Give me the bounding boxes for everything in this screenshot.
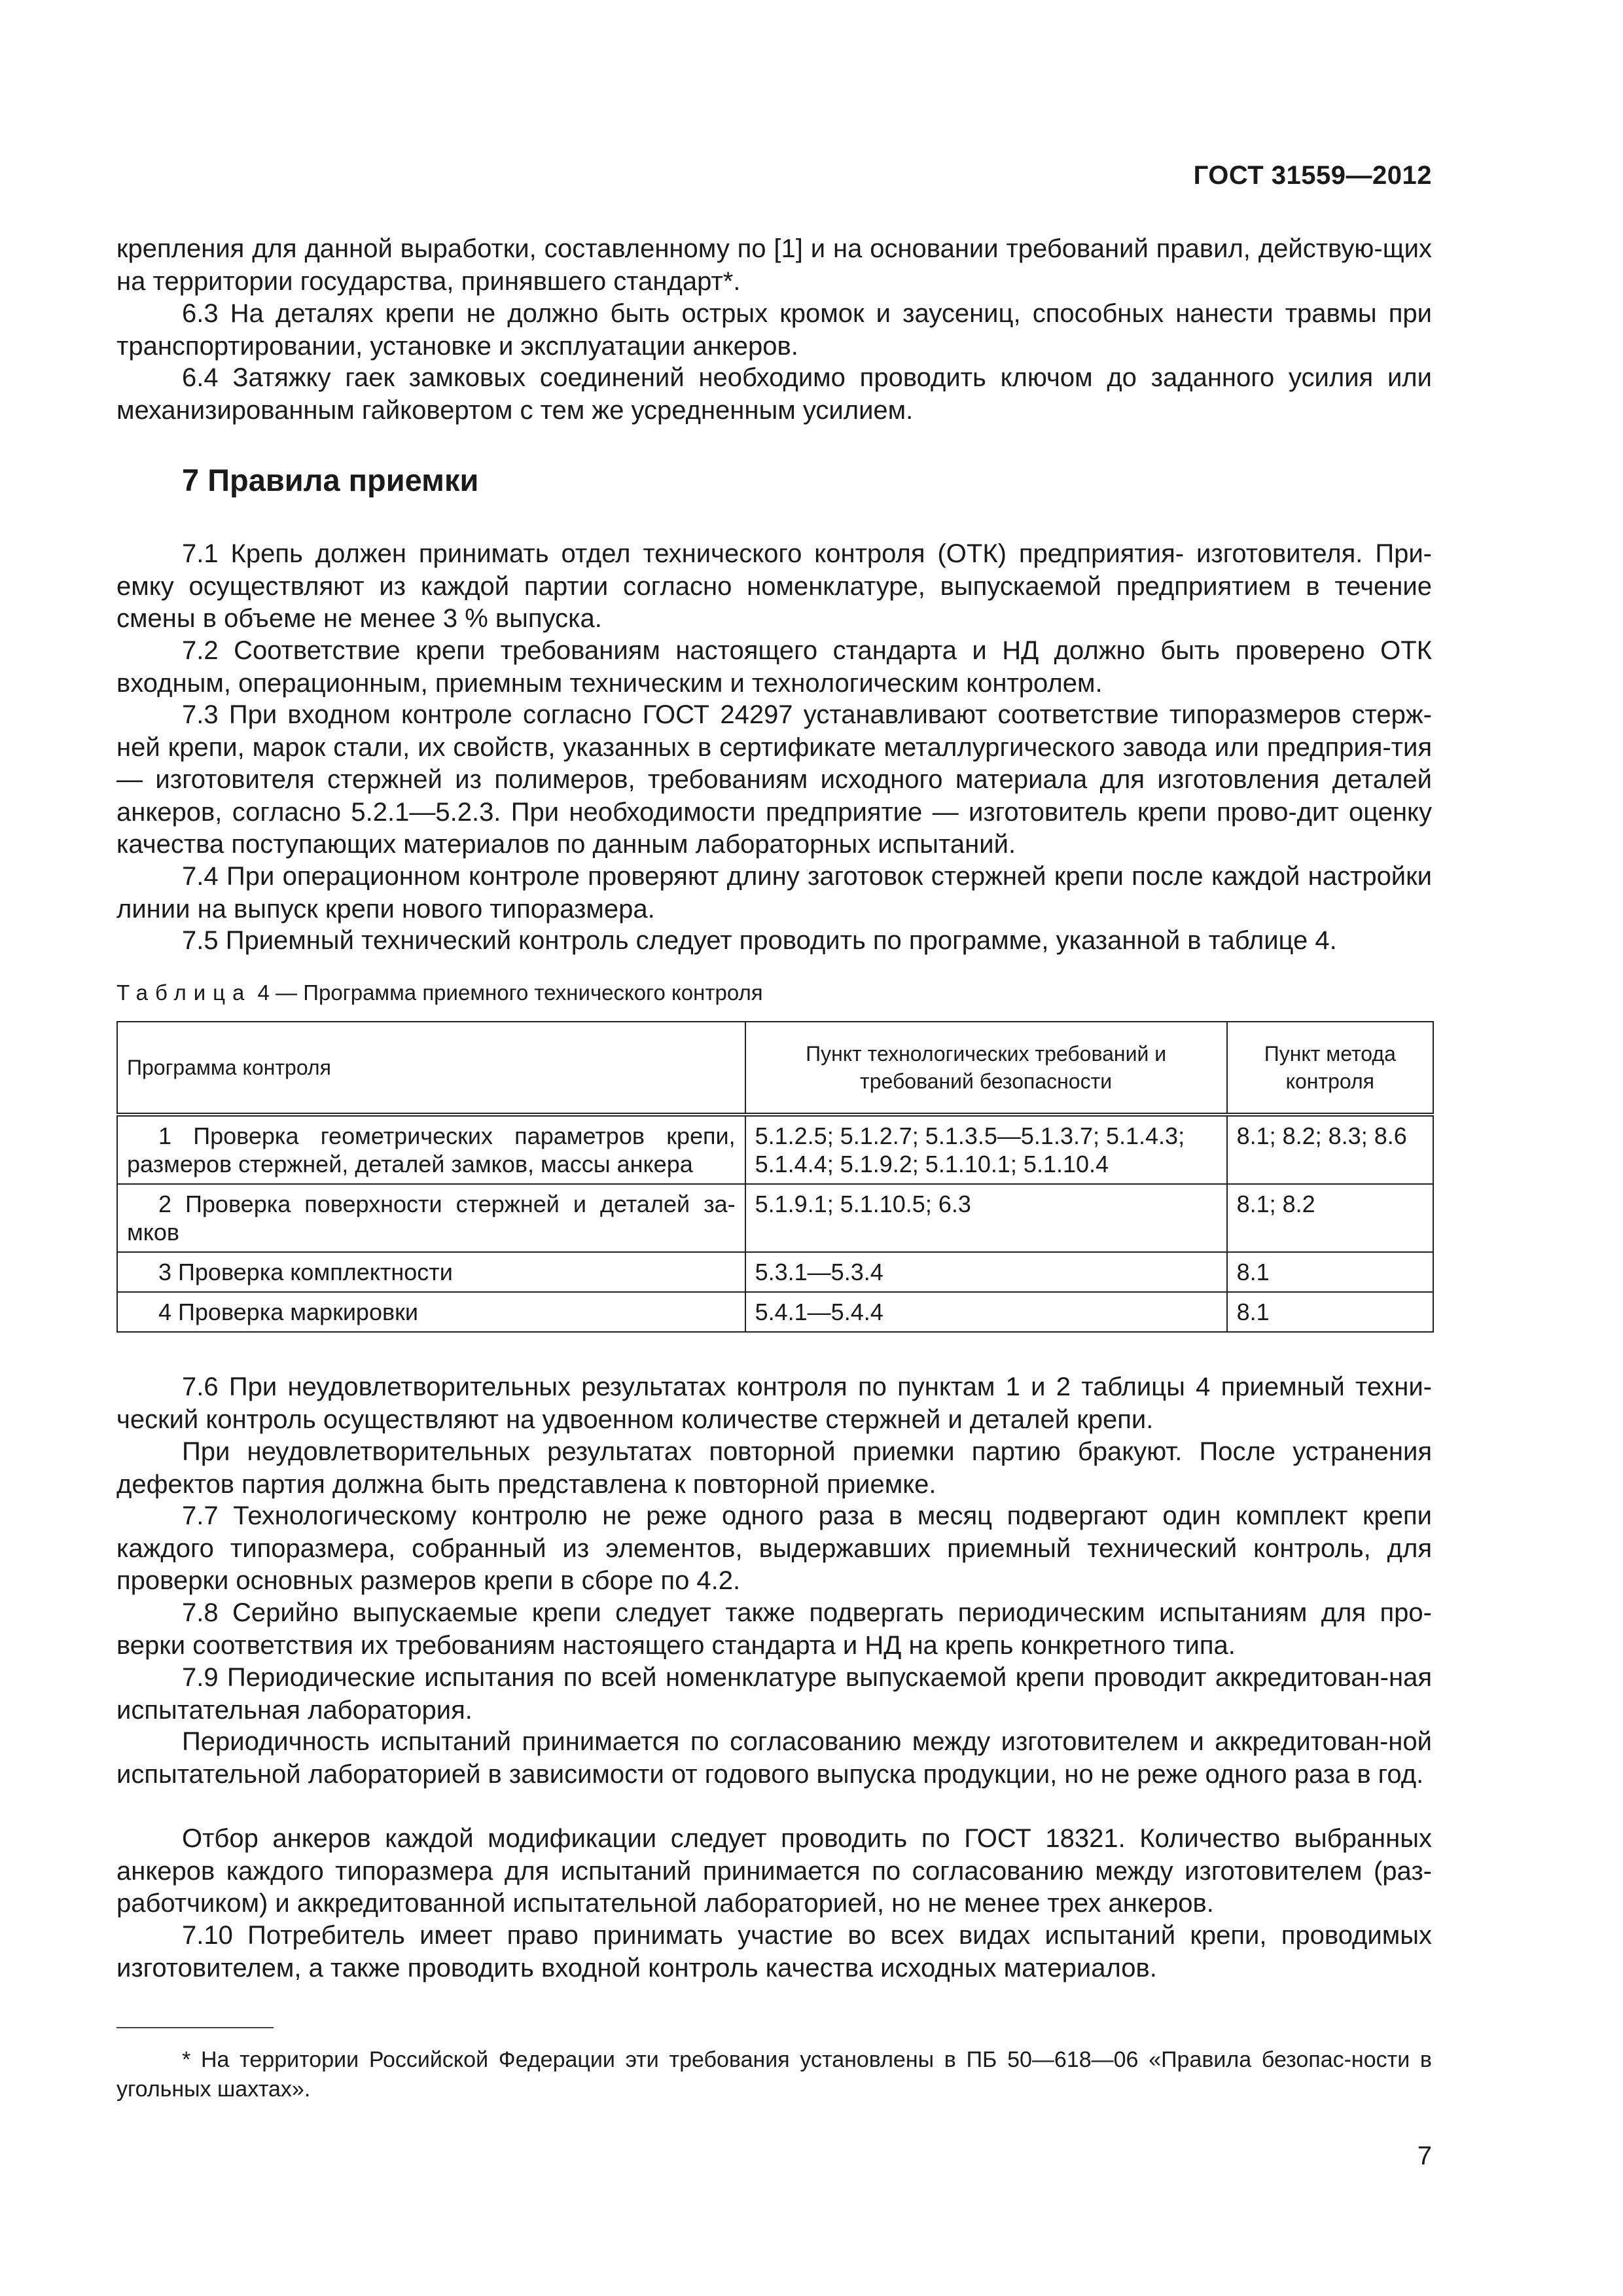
clause-7-6: 7.6 При неудовлетворительных результатах контроля по пунктам 1 и 2 таблицы 4 приемный техни-ческий контроль осуществляют на удвоенном количестве стержней и деталей крепи. (116, 1372, 1432, 1434)
table-row (117, 1184, 1433, 1252)
page-number: 7 (1417, 2142, 1432, 2170)
clause-6-3: 6.3 На деталях крепи не должно быть острых кромок и заусениц, способных нанести травмы при транспортировании, установке и эксплуатации анкеров. (116, 299, 1432, 361)
clause-7-8: 7.8 Серийно выпускаемые крепи следует также подвергать периодическим испытаниям для про-верки соответствия их требованиям настоящего стандарта и НД на крепь конкретного типа. (116, 1598, 1432, 1660)
paragraph-continuation: крепления для данной выработки, составленному по [1] и на основании требований правил, действую-щих на территории государства, принявшего стандарт*. (116, 234, 1432, 296)
footnote-divider (116, 2027, 274, 2028)
header-method: Пункт метода контроля (1227, 1022, 1433, 1115)
footnote: * На территории Российской Федерации эти требования установлены в ПБ 50—618—06 «Правила безопас-ности в угольных шахтах». (116, 2047, 1432, 2102)
table-caption (116, 980, 763, 1005)
control-program-table (116, 1021, 1434, 1333)
clause-7-10: 7.10 Потребитель имеет право принимать участие во всех видах испытаний крепи, проводимых изготовителем, а также проводить входной контроль качества исходных материалов. (116, 1921, 1432, 1982)
clause-7-7: 7.7 Технологическому контролю не реже одного раза в месяц подвергают один комплект крепи каждого типоразмера, собранный из элементов, выдержавших приемный технический контроль, для проверки основных размеров крепи в сборе по 4.2. (116, 1501, 1432, 1595)
clause-7-3: 7.3 При входном контроле согласно ГОСТ 24297 устанавливают соответствие типоразмеров стерж-ней крепи, марок стали, их свойств, указанных в сертификате металлургического завода или предприя-тия — изготовителя стержней из полимеров, требованиям исходного материала для изготовления деталей анкеров, согласно 5.2.1—5.2.3. При необходимости предприятие — изготовитель крепи прово-дит оценку качества поступающих материалов по данным лабораторных испытаний. (116, 700, 1432, 859)
cell-method: 8.1; 8.2 (1227, 1184, 1433, 1252)
cell-program: 1 Проверка геометрических параметров крепи, размеров стержней, деталей замков, массы анкера (117, 1115, 745, 1184)
cell-requirements: 5.4.1—5.4.4 (745, 1292, 1227, 1332)
table-caption-word: Таблица (116, 980, 252, 1005)
cell-requirements: 5.1.9.1; 5.1.10.5; 6.3 (745, 1184, 1227, 1252)
clause-6-4: 6.4 Затяжку гаек замковых соединений необходимо проводить ключом до заданного усилия или механизированным гайковертом с тем же усредненным усилием. (116, 363, 1432, 425)
table-row (117, 1292, 1433, 1332)
clause-7-4: 7.4 При операционном контроле проверяют длину заготовок стержней крепи после каждой настройки линии на выпуск крепи нового типоразмера. (116, 862, 1432, 924)
cell-requirements: 5.3.1—5.3.4 (745, 1252, 1227, 1292)
document-code: ГОСТ 31559—2012 (1193, 161, 1432, 190)
header-program: Программа контроля (117, 1022, 745, 1115)
clause-7-9: 7.9 Периодические испытания по всей номенклатуре выпускаемой крепи проводит аккредитован-ная испытательная лаборатория. (116, 1663, 1432, 1725)
clause-7-9-periodicity: Периодичность испытаний принимается по согласованию между изготовителем и аккредитован-ной испытательной лабораторией в зависимости от годового выпуска продукции, но не реже одного раза в год. (116, 1727, 1432, 1789)
clause-7-9-sampling: Отбор анкеров каждой модификации следует проводить по ГОСТ 18321. Количество выбранных анкеров каждого типоразмера для испытаний принимается по согласованию между изготовителем (раз-работчиком) и аккредитованной испытательной лабораторией, но не менее трех анкеров. (116, 1824, 1432, 1918)
clause-7-6-repeat: При неудовлетворительных результатах повторной приемки партию бракуют. После устранения дефектов партия должна быть представлена к повторной приемке. (116, 1437, 1432, 1499)
cell-method: 8.1 (1227, 1252, 1433, 1292)
clause-7-1: 7.1 Крепь должен принимать отдел технического контроля (ОТК) предприятия- изготовителя. При-емку осуществляют из каждой партии согласно номенклатуре, выпускаемой предприятием в течение смены в объеме не менее 3 % выпуска. (116, 539, 1432, 633)
clause-7-5: 7.5 Приемный технический контроль следует проводить по программе, указанной в таблице 4. (182, 926, 1337, 955)
table-row (117, 1115, 1433, 1184)
section-title: 7 Правила приемки (182, 463, 479, 497)
cell-method: 8.1; 8.2; 8.3; 8.6 (1227, 1115, 1433, 1184)
table-header-row (117, 1022, 1433, 1115)
header-requirements: Пункт технологических требований и требований безопасности (745, 1022, 1227, 1115)
cell-program: 4 Проверка маркировки (117, 1292, 745, 1332)
table-caption-title: 4 — Программа приемного технического контроля (251, 980, 763, 1005)
clause-7-2: 7.2 Соответствие крепи требованиям настоящего стандарта и НД должно быть проверено ОТК входным, операционным, приемным техническим и технологическим контролем. (116, 636, 1432, 698)
cell-method: 8.1 (1227, 1292, 1433, 1332)
table-row (117, 1252, 1433, 1292)
cell-program: 2 Проверка поверхности стержней и деталей за-мков (117, 1184, 745, 1252)
cell-program: 3 Проверка комплектности (117, 1252, 745, 1292)
cell-requirements: 5.1.2.5; 5.1.2.7; 5.1.3.5—5.1.3.7; 5.1.4.3; 5.1.4.4; 5.1.9.2; 5.1.10.1; 5.1.10.4 (745, 1115, 1227, 1184)
